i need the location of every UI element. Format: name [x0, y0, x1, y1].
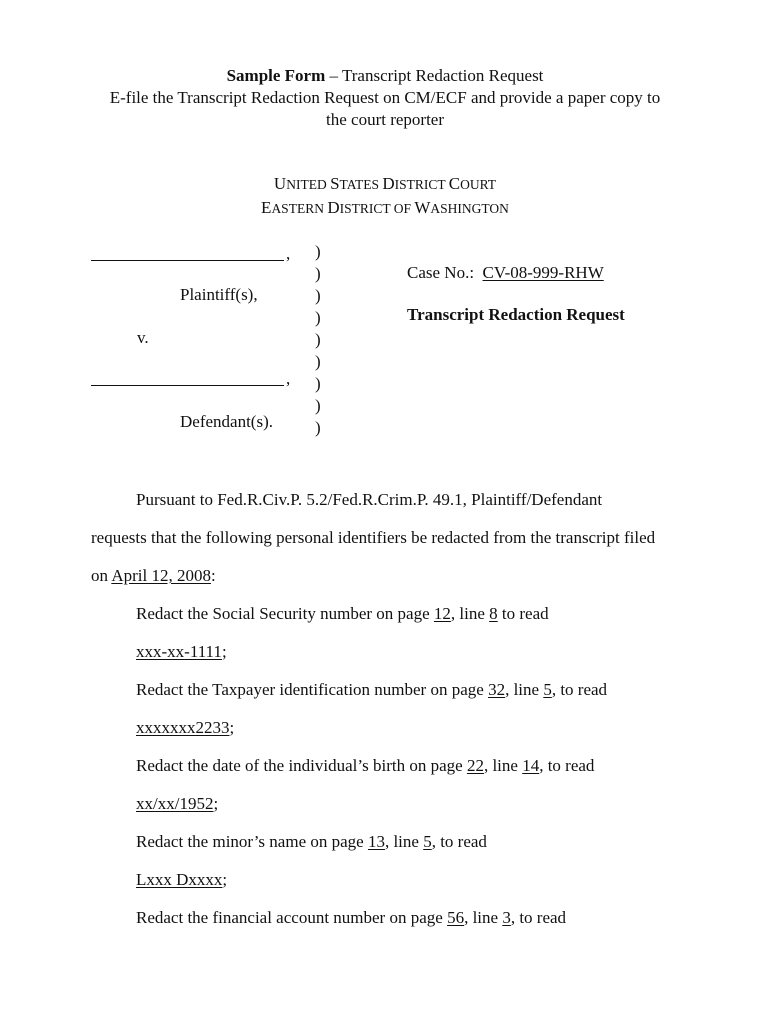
redaction-end: ; [229, 718, 235, 737]
caption-paren: ) [315, 374, 321, 393]
court-name [0, 174, 770, 194]
court-letters: ASTERN [271, 201, 328, 216]
redaction-text: , line [505, 680, 544, 699]
court-letters: TATES [339, 177, 383, 192]
versus-label: v. [137, 328, 149, 347]
court-letters: OURT [460, 177, 497, 192]
body-prefix: on [91, 566, 112, 585]
redaction-text: , line [483, 756, 523, 775]
court-letter: S [330, 174, 340, 193]
court-letter: E [261, 198, 272, 217]
caption-paren: ) [315, 418, 321, 437]
case-number [407, 263, 604, 283]
instruction-line-2: the court reporter [326, 110, 444, 129]
defendant-name-blank [91, 385, 284, 386]
redaction-text: to read [497, 604, 549, 623]
redaction-end: ; [213, 794, 219, 813]
court-district [0, 198, 770, 218]
plaintiff-name-blank [91, 260, 284, 261]
instruction-line: E-file the Transcript Redaction Request on CM/ECF and provide a paper copy to [109, 88, 661, 107]
redaction-text: , to read [539, 756, 595, 775]
redaction-text: Redact the date of the individual’s birth on page [136, 756, 467, 775]
form-heading-rest: – Transcript Redaction Request [325, 66, 544, 85]
redaction-page: 32 [488, 680, 506, 699]
redaction-line: 14 [522, 756, 540, 775]
defendant-label: Defendant(s). [180, 412, 273, 431]
body-line-1: Pursuant to Fed.R.Civ.P. 5.2/Fed.R.Crim.P. 49.1, Plaintiff/Defendant [136, 490, 603, 509]
caption-paren: ) [315, 330, 321, 349]
redaction-value [136, 642, 227, 662]
redaction-line: 5 [423, 832, 432, 851]
redaction-line: 8 [489, 604, 498, 623]
redaction-line: 5 [543, 680, 552, 699]
redaction-item [136, 680, 607, 700]
case-number-value: CV-08-999-RHW [482, 263, 604, 282]
caption-paren: ) [315, 352, 321, 371]
redaction-text: , to read [510, 908, 567, 927]
redaction-value [136, 870, 227, 890]
form-heading [0, 66, 770, 86]
redaction-end: ; [222, 870, 228, 889]
redaction-text: , line [384, 832, 424, 851]
body-line-3 [91, 566, 216, 586]
redaction-page: 22 [466, 756, 484, 775]
caption-paren: ) [315, 242, 321, 261]
redaction-end: ; [221, 642, 227, 661]
court-letters: ISTRICT [394, 177, 449, 192]
court-letter: C [448, 174, 461, 193]
plaintiff-comma: , [286, 244, 291, 263]
court-letter: D [327, 198, 340, 217]
court-letters: NITED [286, 177, 331, 192]
redaction-replacement: xxxxxxx2233 [136, 718, 230, 737]
redaction-line: 3 [502, 908, 511, 927]
redaction-replacement: xxx-xx-1111 [136, 642, 222, 661]
transcript-date: April 12, 2008 [111, 566, 211, 585]
redaction-text: , line [464, 908, 503, 927]
redaction-text: Redact the Social Security number on page [136, 604, 434, 623]
caption-paren: ) [315, 396, 321, 415]
court-letter: W [414, 198, 431, 217]
caption-paren: ) [315, 264, 321, 283]
court-letters: ISTRICT OF [339, 201, 415, 216]
redaction-value [136, 794, 218, 814]
redaction-item [136, 604, 549, 624]
court-letters: ASHINGTON [430, 201, 509, 216]
redaction-replacement: Lxxx Dxxxx [136, 870, 223, 889]
caption-paren: ) [315, 286, 321, 305]
court-letter: U [273, 174, 287, 193]
case-number-label: Case No.: [407, 263, 475, 282]
court-letter: D [382, 174, 395, 193]
redaction-value [136, 718, 234, 738]
plaintiff-label: Plaintiff(s), [180, 285, 258, 304]
document-title: Transcript Redaction Request [407, 305, 625, 324]
body-line-2: requests that the following personal identifiers be redacted from the transcript filed [91, 528, 656, 547]
redaction-page: 12 [433, 604, 451, 623]
redaction-text: Redact the financial account number on page [136, 908, 448, 927]
redaction-text: , to read [551, 680, 608, 699]
form-heading-bold: Sample Form [226, 66, 326, 85]
defendant-comma: , [286, 369, 291, 388]
redaction-text: Redact the minor’s name on page [136, 832, 368, 851]
redaction-item [136, 908, 566, 928]
redaction-page: 13 [367, 832, 385, 851]
redaction-item [136, 832, 487, 852]
caption-paren: ) [315, 308, 321, 327]
redaction-item [136, 756, 594, 776]
redaction-text: , to read [431, 832, 487, 851]
redaction-text: , line [450, 604, 490, 623]
redaction-page: 56 [447, 908, 465, 927]
body-suffix: : [210, 566, 216, 585]
redaction-text: Redact the Taxpayer identification number on page [136, 680, 489, 699]
redaction-replacement: xx/xx/1952 [136, 794, 214, 813]
